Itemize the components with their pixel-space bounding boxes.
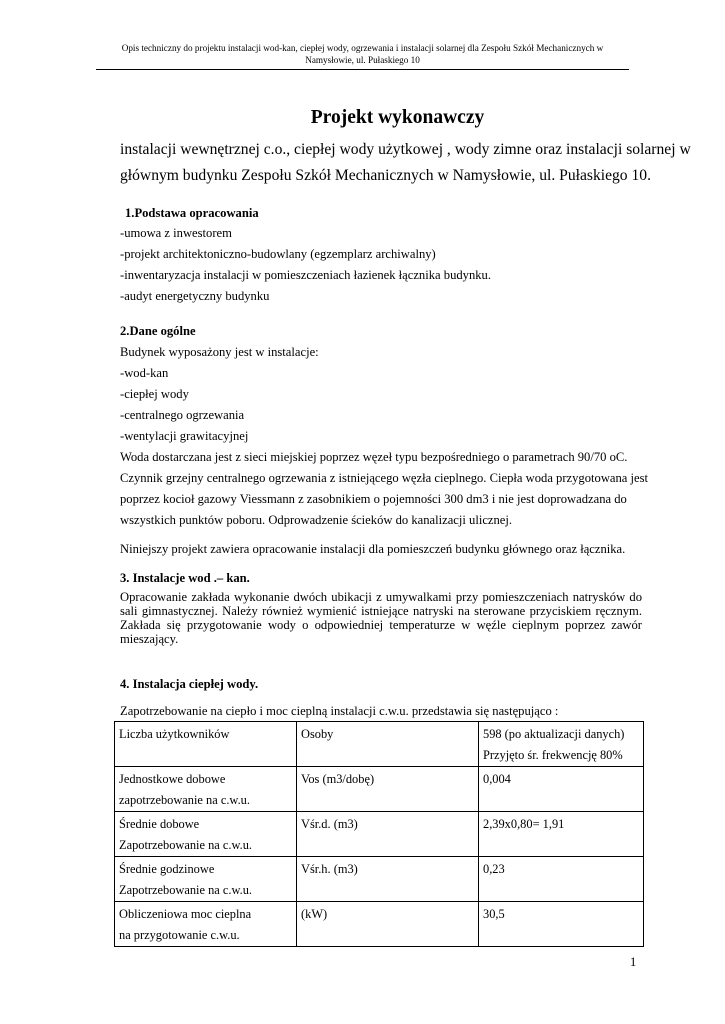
cell-line: Obliczeniowa moc cieplna [119, 907, 252, 921]
table-cell: Vos (m3/dobę) [297, 767, 479, 812]
section-2-item: -wentylacji grawitacyjnej [120, 429, 249, 443]
cwu-demand-table [114, 721, 644, 947]
table-row [115, 857, 644, 902]
running-header [96, 42, 629, 66]
cell-line: Zapotrzebowanie na c.w.u. [119, 838, 253, 852]
table-cell [115, 902, 297, 947]
table-cell: (kW) [297, 902, 479, 947]
section-2-item: -ciepłej wody [120, 387, 189, 401]
intro-line-1: instalacji wewnętrznej c.o., ciepłej wody użytkowej , wody zimne oraz instalacji solarnej w [120, 141, 691, 158]
table-cell: Vśr.h. (m3) [297, 857, 479, 902]
cell-line: 598 (po aktualizacji danych) [483, 727, 625, 741]
header-divider [96, 69, 629, 70]
table-row [115, 767, 644, 812]
section-1-item: -projekt architektoniczno-budowlany (egzemplarz archiwalny) [120, 247, 436, 261]
cell-line: Liczba użytkowników [119, 727, 230, 741]
table-row [115, 722, 644, 767]
table-cell: 2,39x0,80= 1,91 [479, 812, 644, 857]
section-2-item: -wod-kan [120, 366, 169, 380]
header-line-1: Opis techniczny do projektu instalacji wod-kan, ciepłej wody, ogrzewania i instalacji solarnej dla Zespołu Szkół Mechanicznych w [121, 43, 604, 53]
section-2-text-line: Czynnik grzejny centralnego ogrzewania z istniejącego węzła cieplnego. Ciepła woda przygotowana jest [120, 471, 649, 485]
cell-line: na przygotowanie c.w.u. [119, 928, 240, 942]
table-cell: Vśr.d. (m3) [297, 812, 479, 857]
table-cell [479, 722, 644, 767]
section-2-text-line: wszystkich punktów poboru. Odprowadzenie ścieków do kanalizacji ulicznej. [120, 513, 513, 527]
section-4-heading: 4. Instalacja ciepłej wody. [120, 677, 259, 691]
cell-line: zapotrzebowanie na c.w.u. [119, 793, 250, 807]
table-cell: 30,5 [479, 902, 644, 947]
table-row [115, 902, 644, 947]
section-2-text-line: Woda dostarczana jest z sieci miejskiej poprzez węzeł typu bezpośredniego o parametrach 90/70 oC. [120, 450, 628, 464]
table-cell: 0,23 [479, 857, 644, 902]
section-2-scope: Niniejszy projekt zawiera opracowanie instalacji dla pomieszczeń budynku głównego oraz łącznika. [120, 542, 626, 556]
table-cell [115, 767, 297, 812]
cell-line: Średnie dobowe [119, 817, 200, 831]
section-3-heading: 3. Instalacje wod .– kan. [120, 571, 250, 585]
page-number: 1 [630, 955, 637, 969]
section-2-heading: 2.Dane ogólne [120, 324, 196, 338]
header-line-2: Namysłowie, ul. Pułaskiego 10 [305, 55, 420, 65]
cell-line: Zapotrzebowanie na c.w.u. [119, 883, 253, 897]
section-2-item: -centralnego ogrzewania [120, 408, 245, 422]
section-1-item: -audyt energetyczny budynku [120, 289, 270, 303]
section-1-item: -umowa z inwestorem [120, 226, 232, 240]
cell-line: Średnie godzinowe [119, 862, 215, 876]
cell-line: Jednostkowe dobowe [119, 772, 226, 786]
table-cell: Osoby [297, 722, 479, 767]
section-1-heading: 1.Podstawa opracowania [125, 206, 259, 220]
table-row [115, 812, 644, 857]
document-title: Projekt wykonawczy [310, 107, 485, 128]
section-2-intro: Budynek wyposażony jest w instalacje: [120, 345, 319, 359]
table-cell [115, 812, 297, 857]
intro-line-2: głównym budynku Zespołu Szkół Mechanicznych w Namysłowie, ul. Pułaskiego 10. [120, 167, 651, 184]
table-cell [115, 857, 297, 902]
section-1-item: -inwentaryzacja instalacji w pomieszczeniach łazienek łącznika budynku. [120, 268, 491, 282]
table-cell: 0,004 [479, 767, 644, 812]
cell-line: Przyjęto śr. frekwencję 80% [483, 748, 623, 762]
section-2-text-line: poprzez kocioł gazowy Viessmann z zasobnikiem o pojemności 300 dm3 i nie jest doprowadzana do [120, 492, 627, 506]
section-4-intro: Zapotrzebowanie na ciepło i moc cieplną instalacji c.w.u. przedstawia się następująco : [120, 704, 559, 718]
table-cell [115, 722, 297, 767]
section-3-paragraph: Opracowanie zakłada wykonanie dwóch ubikacji z umywalkami przy pomieszczeniach natrysków do sali gimnastycznej. Należy również wymienić istniejące natryski na sterowane przyciskiem ręcznym. Zakłada się przygotowanie wody o odpowiedniej temperaturze w węźle cieplnym poprzez zawór mieszający. [120, 590, 642, 646]
